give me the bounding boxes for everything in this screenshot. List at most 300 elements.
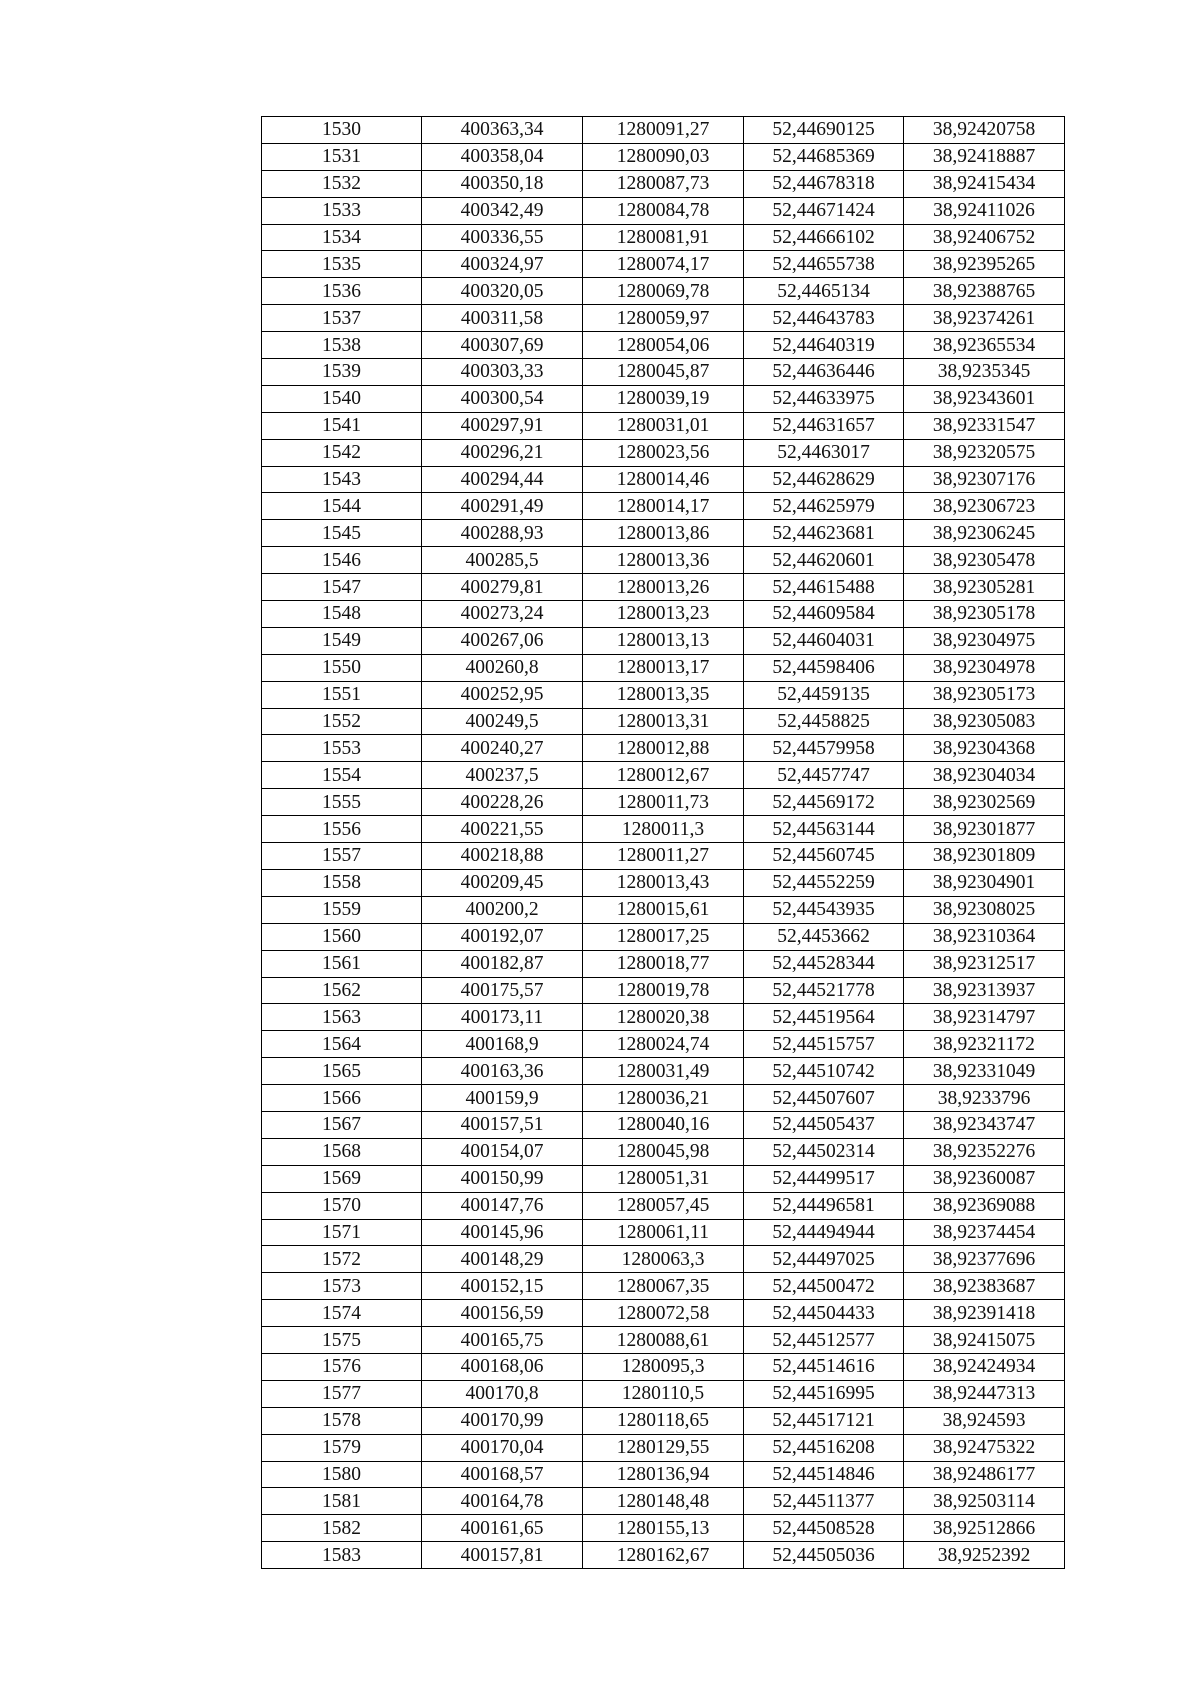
point-number-cell: 1552 [262,708,422,735]
longitude-cell: 38,92369088 [904,1192,1065,1219]
x-coordinate-cell: 400148,29 [422,1246,583,1273]
latitude-cell: 52,44569172 [744,789,904,816]
x-coordinate-cell: 400294,44 [422,466,583,493]
longitude-cell: 38,92374454 [904,1219,1065,1246]
point-number-cell: 1572 [262,1246,422,1273]
y-coordinate-cell: 1280084,78 [583,197,744,224]
table-row [262,1353,1065,1380]
longitude-cell: 38,92305083 [904,708,1065,735]
latitude-cell: 52,44609584 [744,601,904,628]
table-row [262,1031,1065,1058]
point-number-cell: 1561 [262,950,422,977]
table-row [262,1461,1065,1488]
y-coordinate-cell: 1280091,27 [583,117,744,144]
longitude-cell: 38,92308025 [904,896,1065,923]
longitude-cell: 38,9235345 [904,359,1065,386]
longitude-cell: 38,92420758 [904,117,1065,144]
y-coordinate-cell: 1280011,27 [583,843,744,870]
table-row [262,1327,1065,1354]
y-coordinate-cell: 1280023,56 [583,439,744,466]
latitude-cell: 52,4463017 [744,439,904,466]
point-number-cell: 1534 [262,224,422,251]
y-coordinate-cell: 1280129,55 [583,1434,744,1461]
x-coordinate-cell: 400311,58 [422,305,583,332]
table-row [262,735,1065,762]
latitude-cell: 52,44579958 [744,735,904,762]
x-coordinate-cell: 400154,07 [422,1138,583,1165]
latitude-cell: 52,44623681 [744,520,904,547]
x-coordinate-cell: 400324,97 [422,251,583,278]
x-coordinate-cell: 400307,69 [422,332,583,359]
point-number-cell: 1583 [262,1542,422,1569]
point-number-cell: 1556 [262,816,422,843]
table-row [262,627,1065,654]
latitude-cell: 52,44519564 [744,1004,904,1031]
y-coordinate-cell: 1280148,48 [583,1488,744,1515]
latitude-cell: 52,44560745 [744,843,904,870]
table-row [262,1407,1065,1434]
table-row [262,1219,1065,1246]
y-coordinate-cell: 1280013,86 [583,520,744,547]
longitude-cell: 38,92503114 [904,1488,1065,1515]
x-coordinate-cell: 400296,21 [422,439,583,466]
table-row [262,1085,1065,1112]
latitude-cell: 52,44655738 [744,251,904,278]
point-number-cell: 1533 [262,197,422,224]
x-coordinate-cell: 400152,15 [422,1273,583,1300]
y-coordinate-cell: 1280057,45 [583,1192,744,1219]
x-coordinate-cell: 400260,8 [422,654,583,681]
table-row [262,412,1065,439]
table-row [262,359,1065,386]
point-number-cell: 1567 [262,1111,422,1138]
point-number-cell: 1546 [262,547,422,574]
longitude-cell: 38,92307176 [904,466,1065,493]
x-coordinate-cell: 400170,8 [422,1380,583,1407]
x-coordinate-cell: 400200,2 [422,896,583,923]
x-coordinate-cell: 400267,06 [422,627,583,654]
longitude-cell: 38,92365534 [904,332,1065,359]
x-coordinate-cell: 400157,51 [422,1111,583,1138]
table-row [262,1111,1065,1138]
x-coordinate-cell: 400157,81 [422,1542,583,1569]
table-row [262,923,1065,950]
table-row [262,1434,1065,1461]
latitude-cell: 52,44494944 [744,1219,904,1246]
y-coordinate-cell: 1280069,78 [583,278,744,305]
point-number-cell: 1547 [262,574,422,601]
latitude-cell: 52,4458825 [744,708,904,735]
longitude-cell: 38,92343747 [904,1111,1065,1138]
y-coordinate-cell: 1280045,87 [583,359,744,386]
y-coordinate-cell: 1280013,36 [583,547,744,574]
latitude-cell: 52,44514616 [744,1353,904,1380]
point-number-cell: 1531 [262,143,422,170]
x-coordinate-cell: 400192,07 [422,923,583,950]
x-coordinate-cell: 400168,06 [422,1353,583,1380]
x-coordinate-cell: 400300,54 [422,385,583,412]
latitude-cell: 52,44631657 [744,412,904,439]
table-row [262,869,1065,896]
point-number-cell: 1550 [262,654,422,681]
y-coordinate-cell: 1280031,01 [583,412,744,439]
latitude-cell: 52,44543935 [744,896,904,923]
x-coordinate-cell: 400273,24 [422,601,583,628]
latitude-cell: 52,44517121 [744,1407,904,1434]
x-coordinate-cell: 400150,99 [422,1165,583,1192]
y-coordinate-cell: 1280039,19 [583,385,744,412]
latitude-cell: 52,44499517 [744,1165,904,1192]
y-coordinate-cell: 1280011,3 [583,816,744,843]
longitude-cell: 38,92415075 [904,1327,1065,1354]
x-coordinate-cell: 400342,49 [422,197,583,224]
table-row [262,224,1065,251]
table-row [262,117,1065,144]
y-coordinate-cell: 1280088,61 [583,1327,744,1354]
point-number-cell: 1580 [262,1461,422,1488]
point-number-cell: 1581 [262,1488,422,1515]
latitude-cell: 52,4457747 [744,762,904,789]
x-coordinate-cell: 400297,91 [422,412,583,439]
point-number-cell: 1535 [262,251,422,278]
point-number-cell: 1543 [262,466,422,493]
table-row [262,1004,1065,1031]
table-row [262,332,1065,359]
latitude-cell: 52,44625979 [744,493,904,520]
longitude-cell: 38,92352276 [904,1138,1065,1165]
y-coordinate-cell: 1280118,65 [583,1407,744,1434]
point-number-cell: 1558 [262,869,422,896]
table-row [262,762,1065,789]
longitude-cell: 38,92343601 [904,385,1065,412]
table-row [262,439,1065,466]
x-coordinate-cell: 400279,81 [422,574,583,601]
point-number-cell: 1549 [262,627,422,654]
coordinates-table [261,116,1065,1569]
longitude-cell: 38,92475322 [904,1434,1065,1461]
y-coordinate-cell: 1280081,91 [583,224,744,251]
latitude-cell: 52,44563144 [744,816,904,843]
x-coordinate-cell: 400291,49 [422,493,583,520]
point-number-cell: 1553 [262,735,422,762]
longitude-cell: 38,924593 [904,1407,1065,1434]
x-coordinate-cell: 400303,33 [422,359,583,386]
latitude-cell: 52,44685369 [744,143,904,170]
longitude-cell: 38,92512866 [904,1515,1065,1542]
table-row [262,278,1065,305]
latitude-cell: 52,44508528 [744,1515,904,1542]
point-number-cell: 1541 [262,412,422,439]
longitude-cell: 38,92306245 [904,520,1065,547]
y-coordinate-cell: 1280018,77 [583,950,744,977]
latitude-cell: 52,44678318 [744,170,904,197]
x-coordinate-cell: 400320,05 [422,278,583,305]
x-coordinate-cell: 400228,26 [422,789,583,816]
y-coordinate-cell: 1280162,67 [583,1542,744,1569]
y-coordinate-cell: 1280036,21 [583,1085,744,1112]
point-number-cell: 1554 [262,762,422,789]
point-number-cell: 1562 [262,977,422,1004]
table-row [262,305,1065,332]
x-coordinate-cell: 400170,99 [422,1407,583,1434]
x-coordinate-cell: 400350,18 [422,170,583,197]
latitude-cell: 52,44514846 [744,1461,904,1488]
longitude-cell: 38,92304034 [904,762,1065,789]
x-coordinate-cell: 400156,59 [422,1300,583,1327]
x-coordinate-cell: 400218,88 [422,843,583,870]
longitude-cell: 38,92383687 [904,1273,1065,1300]
table-row [262,170,1065,197]
longitude-cell: 38,92313937 [904,977,1065,1004]
table-row [262,1273,1065,1300]
y-coordinate-cell: 1280014,46 [583,466,744,493]
table-row [262,816,1065,843]
longitude-cell: 38,92305173 [904,681,1065,708]
latitude-cell: 52,44500472 [744,1273,904,1300]
longitude-cell: 38,92321172 [904,1031,1065,1058]
x-coordinate-cell: 400285,5 [422,547,583,574]
longitude-cell: 38,92304975 [904,627,1065,654]
longitude-cell: 38,92331547 [904,412,1065,439]
point-number-cell: 1578 [262,1407,422,1434]
y-coordinate-cell: 1280012,67 [583,762,744,789]
y-coordinate-cell: 1280095,3 [583,1353,744,1380]
table-row [262,708,1065,735]
longitude-cell: 38,92486177 [904,1461,1065,1488]
table-row [262,1138,1065,1165]
x-coordinate-cell: 400168,9 [422,1031,583,1058]
latitude-cell: 52,44505036 [744,1542,904,1569]
longitude-cell: 38,9233796 [904,1085,1065,1112]
latitude-cell: 52,44671424 [744,197,904,224]
longitude-cell: 38,92395265 [904,251,1065,278]
longitude-cell: 38,92305478 [904,547,1065,574]
x-coordinate-cell: 400209,45 [422,869,583,896]
longitude-cell: 38,92447313 [904,1380,1065,1407]
table-row [262,466,1065,493]
point-number-cell: 1559 [262,896,422,923]
latitude-cell: 52,44552259 [744,869,904,896]
latitude-cell: 52,44640319 [744,332,904,359]
table-row [262,493,1065,520]
x-coordinate-cell: 400221,55 [422,816,583,843]
latitude-cell: 52,44598406 [744,654,904,681]
table-row [262,950,1065,977]
y-coordinate-cell: 1280040,16 [583,1111,744,1138]
longitude-cell: 38,92331049 [904,1058,1065,1085]
point-number-cell: 1570 [262,1192,422,1219]
y-coordinate-cell: 1280067,35 [583,1273,744,1300]
table-row [262,1380,1065,1407]
longitude-cell: 38,92305178 [904,601,1065,628]
y-coordinate-cell: 1280013,35 [583,681,744,708]
longitude-cell: 38,92377696 [904,1246,1065,1273]
table-row [262,197,1065,224]
latitude-cell: 52,44502314 [744,1138,904,1165]
y-coordinate-cell: 1280051,31 [583,1165,744,1192]
y-coordinate-cell: 1280013,23 [583,601,744,628]
point-number-cell: 1568 [262,1138,422,1165]
x-coordinate-cell: 400161,65 [422,1515,583,1542]
latitude-cell: 52,44510742 [744,1058,904,1085]
latitude-cell: 52,44666102 [744,224,904,251]
longitude-cell: 38,92320575 [904,439,1065,466]
x-coordinate-cell: 400147,76 [422,1192,583,1219]
y-coordinate-cell: 1280155,13 [583,1515,744,1542]
table-row [262,520,1065,547]
y-coordinate-cell: 1280011,73 [583,789,744,816]
y-coordinate-cell: 1280013,13 [583,627,744,654]
table-row [262,385,1065,412]
y-coordinate-cell: 1280013,31 [583,708,744,735]
latitude-cell: 52,44521778 [744,977,904,1004]
point-number-cell: 1536 [262,278,422,305]
longitude-cell: 38,92388765 [904,278,1065,305]
y-coordinate-cell: 1280012,88 [583,735,744,762]
y-coordinate-cell: 1280019,78 [583,977,744,1004]
latitude-cell: 52,44511377 [744,1488,904,1515]
longitude-cell: 38,92306723 [904,493,1065,520]
point-number-cell: 1573 [262,1273,422,1300]
table-row [262,601,1065,628]
latitude-cell: 52,44620601 [744,547,904,574]
x-coordinate-cell: 400288,93 [422,520,583,547]
latitude-cell: 52,44528344 [744,950,904,977]
point-number-cell: 1582 [262,1515,422,1542]
y-coordinate-cell: 1280031,49 [583,1058,744,1085]
point-number-cell: 1557 [262,843,422,870]
longitude-cell: 38,92415434 [904,170,1065,197]
latitude-cell: 52,44643783 [744,305,904,332]
table-row [262,654,1065,681]
point-number-cell: 1571 [262,1219,422,1246]
table-row [262,1192,1065,1219]
x-coordinate-cell: 400163,36 [422,1058,583,1085]
table-row [262,1165,1065,1192]
x-coordinate-cell: 400182,87 [422,950,583,977]
point-number-cell: 1579 [262,1434,422,1461]
table-row [262,574,1065,601]
point-number-cell: 1537 [262,305,422,332]
table-row [262,977,1065,1004]
latitude-cell: 52,44512577 [744,1327,904,1354]
longitude-cell: 38,92310364 [904,923,1065,950]
latitude-cell: 52,44516995 [744,1380,904,1407]
y-coordinate-cell: 1280110,5 [583,1380,744,1407]
point-number-cell: 1575 [262,1327,422,1354]
latitude-cell: 52,44505437 [744,1111,904,1138]
table-row [262,1246,1065,1273]
point-number-cell: 1532 [262,170,422,197]
point-number-cell: 1555 [262,789,422,816]
latitude-cell: 52,44504433 [744,1300,904,1327]
point-number-cell: 1538 [262,332,422,359]
longitude-cell: 38,92411026 [904,197,1065,224]
x-coordinate-cell: 400159,9 [422,1085,583,1112]
longitude-cell: 38,92305281 [904,574,1065,601]
longitude-cell: 38,92302569 [904,789,1065,816]
point-number-cell: 1566 [262,1085,422,1112]
longitude-cell: 38,92374261 [904,305,1065,332]
point-number-cell: 1540 [262,385,422,412]
x-coordinate-cell: 400175,57 [422,977,583,1004]
table-row [262,896,1065,923]
table-row [262,143,1065,170]
latitude-cell: 52,44615488 [744,574,904,601]
table-row [262,1542,1065,1569]
latitude-cell: 52,44604031 [744,627,904,654]
table-row [262,681,1065,708]
y-coordinate-cell: 1280024,74 [583,1031,744,1058]
point-number-cell: 1542 [262,439,422,466]
x-coordinate-cell: 400165,75 [422,1327,583,1354]
longitude-cell: 38,92304368 [904,735,1065,762]
coordinates-table-body [262,117,1065,1569]
y-coordinate-cell: 1280013,43 [583,869,744,896]
y-coordinate-cell: 1280090,03 [583,143,744,170]
x-coordinate-cell: 400145,96 [422,1219,583,1246]
y-coordinate-cell: 1280054,06 [583,332,744,359]
latitude-cell: 52,44690125 [744,117,904,144]
longitude-cell: 38,92314797 [904,1004,1065,1031]
y-coordinate-cell: 1280014,17 [583,493,744,520]
point-number-cell: 1569 [262,1165,422,1192]
y-coordinate-cell: 1280074,17 [583,251,744,278]
longitude-cell: 38,92301877 [904,816,1065,843]
longitude-cell: 38,92360087 [904,1165,1065,1192]
longitude-cell: 38,92391418 [904,1300,1065,1327]
point-number-cell: 1539 [262,359,422,386]
latitude-cell: 52,44496581 [744,1192,904,1219]
table-row [262,1058,1065,1085]
latitude-cell: 52,44497025 [744,1246,904,1273]
longitude-cell: 38,92301809 [904,843,1065,870]
x-coordinate-cell: 400237,5 [422,762,583,789]
y-coordinate-cell: 1280013,17 [583,654,744,681]
latitude-cell: 52,44516208 [744,1434,904,1461]
y-coordinate-cell: 1280045,98 [583,1138,744,1165]
table-row [262,843,1065,870]
longitude-cell: 38,92418887 [904,143,1065,170]
x-coordinate-cell: 400168,57 [422,1461,583,1488]
x-coordinate-cell: 400336,55 [422,224,583,251]
latitude-cell: 52,44507607 [744,1085,904,1112]
latitude-cell: 52,4459135 [744,681,904,708]
x-coordinate-cell: 400240,27 [422,735,583,762]
x-coordinate-cell: 400164,78 [422,1488,583,1515]
table-row [262,1488,1065,1515]
point-number-cell: 1563 [262,1004,422,1031]
longitude-cell: 38,9252392 [904,1542,1065,1569]
x-coordinate-cell: 400170,04 [422,1434,583,1461]
x-coordinate-cell: 400363,34 [422,117,583,144]
x-coordinate-cell: 400252,95 [422,681,583,708]
x-coordinate-cell: 400358,04 [422,143,583,170]
point-number-cell: 1530 [262,117,422,144]
table-row [262,251,1065,278]
latitude-cell: 52,44628629 [744,466,904,493]
x-coordinate-cell: 400173,11 [422,1004,583,1031]
x-coordinate-cell: 400249,5 [422,708,583,735]
table-row [262,789,1065,816]
point-number-cell: 1574 [262,1300,422,1327]
longitude-cell: 38,92304978 [904,654,1065,681]
y-coordinate-cell: 1280020,38 [583,1004,744,1031]
latitude-cell: 52,4465134 [744,278,904,305]
point-number-cell: 1548 [262,601,422,628]
point-number-cell: 1565 [262,1058,422,1085]
latitude-cell: 52,44633975 [744,385,904,412]
